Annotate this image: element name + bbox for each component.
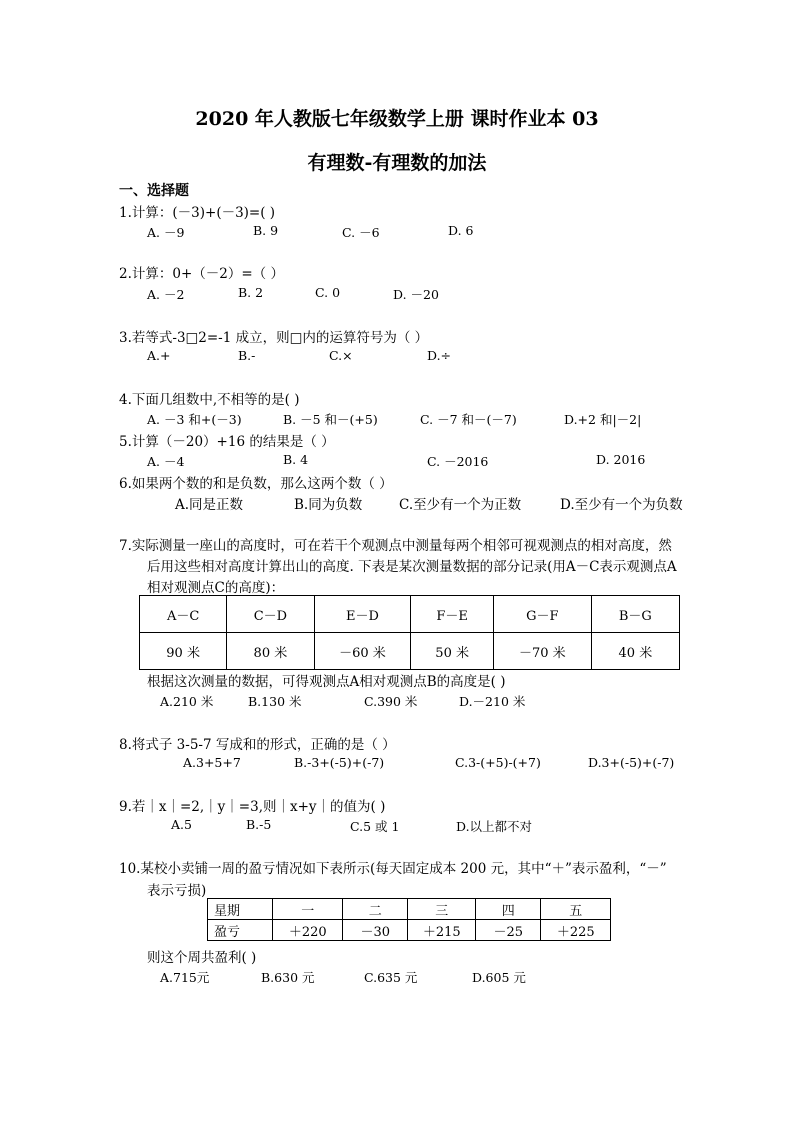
question-4-option-c: C. －7 和－(－7) [420,412,517,427]
question-2-option-a: A. －2 [147,287,185,302]
question-2-stem: 2.计算：0+（－2）=（ ） [119,266,284,282]
table-cell: 盈亏 [208,920,273,941]
question-3-option-a: A.+ [147,348,171,363]
page-subtitle: 有理数-有理数的加法 [307,152,487,174]
question-5-option-d: D. 2016 [596,452,646,467]
question-4-stem: 4.下面几组数中,不相等的是( ) [119,392,300,408]
table-row [208,899,611,920]
table-header-cell: 五 [541,899,611,920]
table-cell: 50 米 [411,633,493,670]
table-cell: ＋220 [273,920,343,941]
question-7-stem-line3: 相对观测点C的高度)： [147,580,285,596]
question-5-option-a: A. －4 [147,454,185,469]
table-header-cell: G－F [493,596,591,633]
question-9-option-c: C.5 或 1 [350,819,400,834]
question-8-option-c: C.3-(+5)-(+7) [455,755,541,770]
question-1-option-d: D. 6 [448,223,474,238]
table-header-cell: 星期 [208,899,273,920]
question-7-stem-line1: 7.实际测量一座山的高度时，可在若干个观测点中测量每两个相邻可视观测点的相对高度，然 [119,538,672,554]
table-row [140,633,680,670]
table-cell: 40 米 [591,633,679,670]
question-9-stem: 9.若｜x｜=2,｜y｜=3,则｜x+y｜的值为( ) [119,799,386,815]
question-6-stem: 6.如果两个数的和是负数，那么这两个数（ ） [119,476,393,492]
table-cell: 80 米 [227,633,314,670]
table-cell: ＋225 [541,920,611,941]
question-8-stem: 8.将式子 3-5-7 写成和的形式，正确的是（ ） [119,737,396,753]
table-header-cell: B－G [591,596,679,633]
question-8-option-d: D.3+(-5)+(-7) [588,755,675,770]
question-3-option-c: C.× [329,348,353,363]
question-5-stem: 5.计算（－20）+16 的结果是（ ） [119,434,335,450]
height-table [139,595,680,670]
question-4-option-d: D.+2 和|－2| [564,412,642,427]
table-cell: －70 米 [493,633,591,670]
question-7-option-b: B.130 米 [248,694,302,709]
question-8-option-a: A.3+5+7 [183,755,241,770]
question-1-stem: 1.计算：(－3)+(－3)=( ) [119,205,276,221]
profit-table [207,898,611,941]
question-1-option-c: C. －6 [342,225,380,240]
question-7-option-c: C.390 米 [364,694,418,709]
table-header-cell: 二 [343,899,408,920]
section-heading: 一、选择题 [119,183,189,199]
question-7-prompt: 根据这次测量的数据，可得观测点A相对观测点B的高度是( ) [147,674,506,690]
table-header-cell: C－D [227,596,314,633]
question-6-option-b: B.同为负数 [294,497,363,513]
question-2-option-c: C. 0 [315,285,341,300]
question-9-option-d: D.以上都不对 [456,819,533,834]
question-5-option-c: C. －2016 [427,454,489,469]
question-4-option-b: B. －5 和－(+5) [283,412,378,427]
table-cell: 90 米 [140,633,227,670]
question-9-option-b: B.-5 [246,817,272,832]
table-row [140,596,680,633]
question-6-option-d: D.至少有一个为负数 [560,497,683,513]
table-header-cell: 一 [273,899,343,920]
question-3-stem: 3.若等式-3□2=-1 成立，则□内的运算符号为（ ） [119,330,429,346]
question-2-option-b: B. 2 [238,285,264,300]
table-cell: －30 [343,920,408,941]
table-cell: －25 [475,920,540,941]
table-row [208,920,611,941]
question-7-option-a: A.210 米 [160,694,214,709]
table-cell: ＋215 [408,920,476,941]
question-8-option-b: B.-3+(-5)+(-7) [294,755,385,770]
question-10-stem-line2: 表示亏损) [147,883,207,899]
question-3-option-d: D.÷ [427,348,452,363]
question-9-option-a: A.5 [171,817,192,832]
table-cell: －60 米 [314,633,411,670]
question-10-option-c: C.635 元 [364,970,418,985]
question-10-option-d: D.605 元 [472,970,526,985]
question-10-prompt: 则这个周共盈利( ) [147,950,257,966]
question-6-option-c: C.至少有一个为正数 [399,497,522,513]
question-10-option-a: A.715元 [160,970,210,985]
question-4-option-a: A. －3 和+(－3) [147,412,242,427]
question-10-stem-line1: 10.某校小卖铺一周的盈亏情况如下表所示(每天固定成本 200 元，其中“＋”表示盈利，“－” [119,861,667,877]
table-header-cell: 四 [475,899,540,920]
question-5-option-b: B. 4 [283,452,309,467]
question-3-option-b: B.- [238,348,256,363]
table-header-cell: A－C [140,596,227,633]
page-title: 2020 年人教版七年级数学上册 课时作业本 03 [195,108,599,130]
table-header-cell: E－D [314,596,411,633]
question-7-option-d: D.－210 米 [459,694,526,709]
question-2-option-d: D. －20 [393,287,439,302]
table-header-cell: F－E [411,596,493,633]
question-7-stem-line2: 后用这些相对高度计算出山的高度. 下表是某次测量数据的部分记录(用A－C表示观测点A [147,559,677,575]
question-10-option-b: B.630 元 [261,970,315,985]
question-1-option-b: B. 9 [253,223,279,238]
question-1-option-a: A. －9 [147,225,185,240]
table-header-cell: 三 [408,899,476,920]
question-6-option-a: A.同是正数 [175,497,244,513]
